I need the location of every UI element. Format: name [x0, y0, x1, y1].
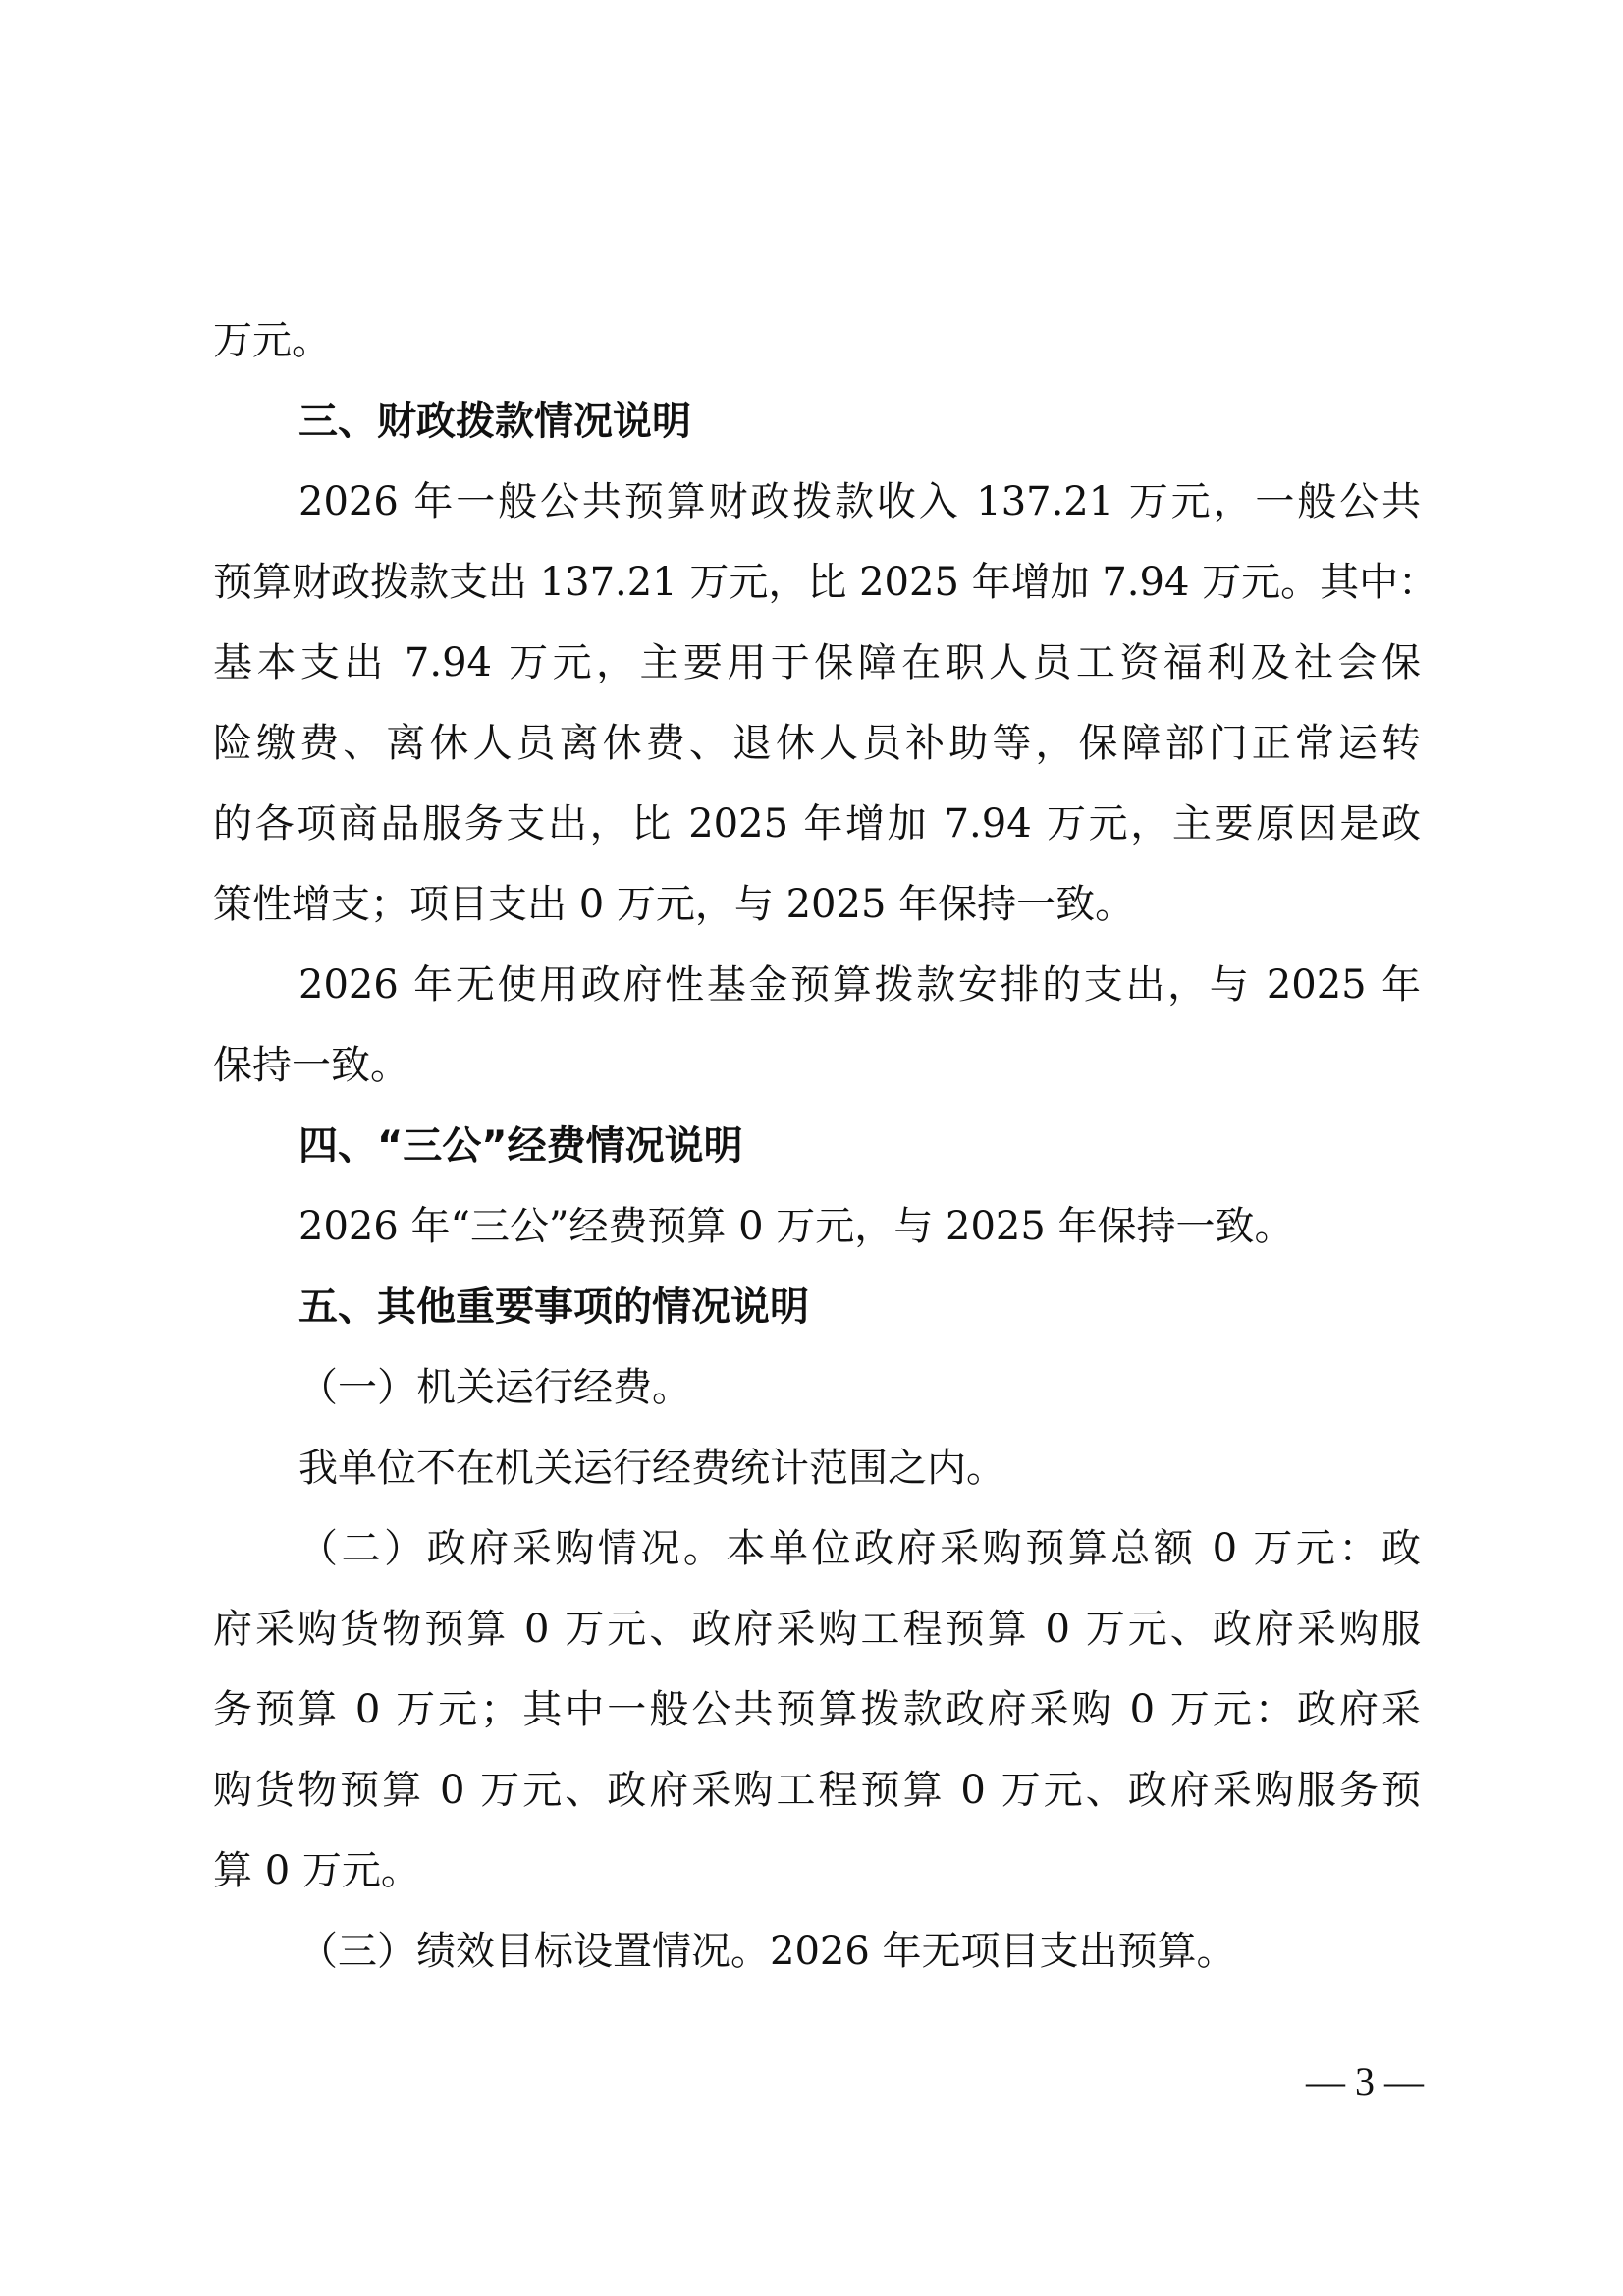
section-heading-5: 五、其他重要事项的情况说明	[298, 1285, 809, 1330]
subsection-heading-2: （二）政府采购情况。本单位政府采购预算总额 0 万元：政	[298, 1526, 1421, 1571]
text-line: 府采购货物预算 0 万元、政府采购工程预算 0 万元、政府采购服	[213, 1607, 1421, 1652]
text-line: 购货物预算 0 万元、政府采购工程预算 0 万元、政府采购服务预	[213, 1768, 1421, 1813]
text-line: 2026 年一般公共预算财政拨款收入 137.21 万元，一般公共	[298, 479, 1421, 524]
text-line: 务预算 0 万元；其中一般公共预算拨款政府采购 0 万元：政府采	[213, 1687, 1421, 1732]
text-line: 万元。	[213, 318, 331, 363]
section-heading-4: 四、“三公”经费情况说明	[298, 1123, 743, 1169]
text-line: 策性增支；项目支出 0 万元，与 2025 年保持一致。	[213, 882, 1135, 927]
text-line: 的各项商品服务支出，比 2025 年增加 7.94 万元，主要原因是政	[213, 801, 1421, 847]
text-line: 算 0 万元。	[213, 1848, 420, 1893]
text-line: 2026 年无使用政府性基金预算拨款安排的支出，与 2025 年	[298, 962, 1421, 1008]
subsection-heading-3: （三）绩效目标设置情况。2026 年无项目支出预算。	[298, 1929, 1236, 1974]
text-line: 我单位不在机关运行经费统计范围之内。	[298, 1446, 1005, 1491]
subsection-heading-1: （一）机关运行经费。	[298, 1365, 691, 1410]
page-number: — 3 —	[1306, 2059, 1424, 2104]
text-line: 保持一致。	[213, 1043, 409, 1088]
text-line: 2026 年“三公”经费预算 0 万元，与 2025 年保持一致。	[298, 1204, 1294, 1249]
section-heading-3: 三、财政拨款情况说明	[298, 399, 691, 444]
text-line: 预算财政拨款支出 137.21 万元，比 2025 年增加 7.94 万元。其中：	[213, 560, 1438, 605]
text-line: 基本支出 7.94 万元，主要用于保障在职人员工资福利及社会保	[213, 640, 1421, 685]
text-line: 险缴费、离休人员离休费、退休人员补助等，保障部门正常运转	[213, 721, 1421, 766]
